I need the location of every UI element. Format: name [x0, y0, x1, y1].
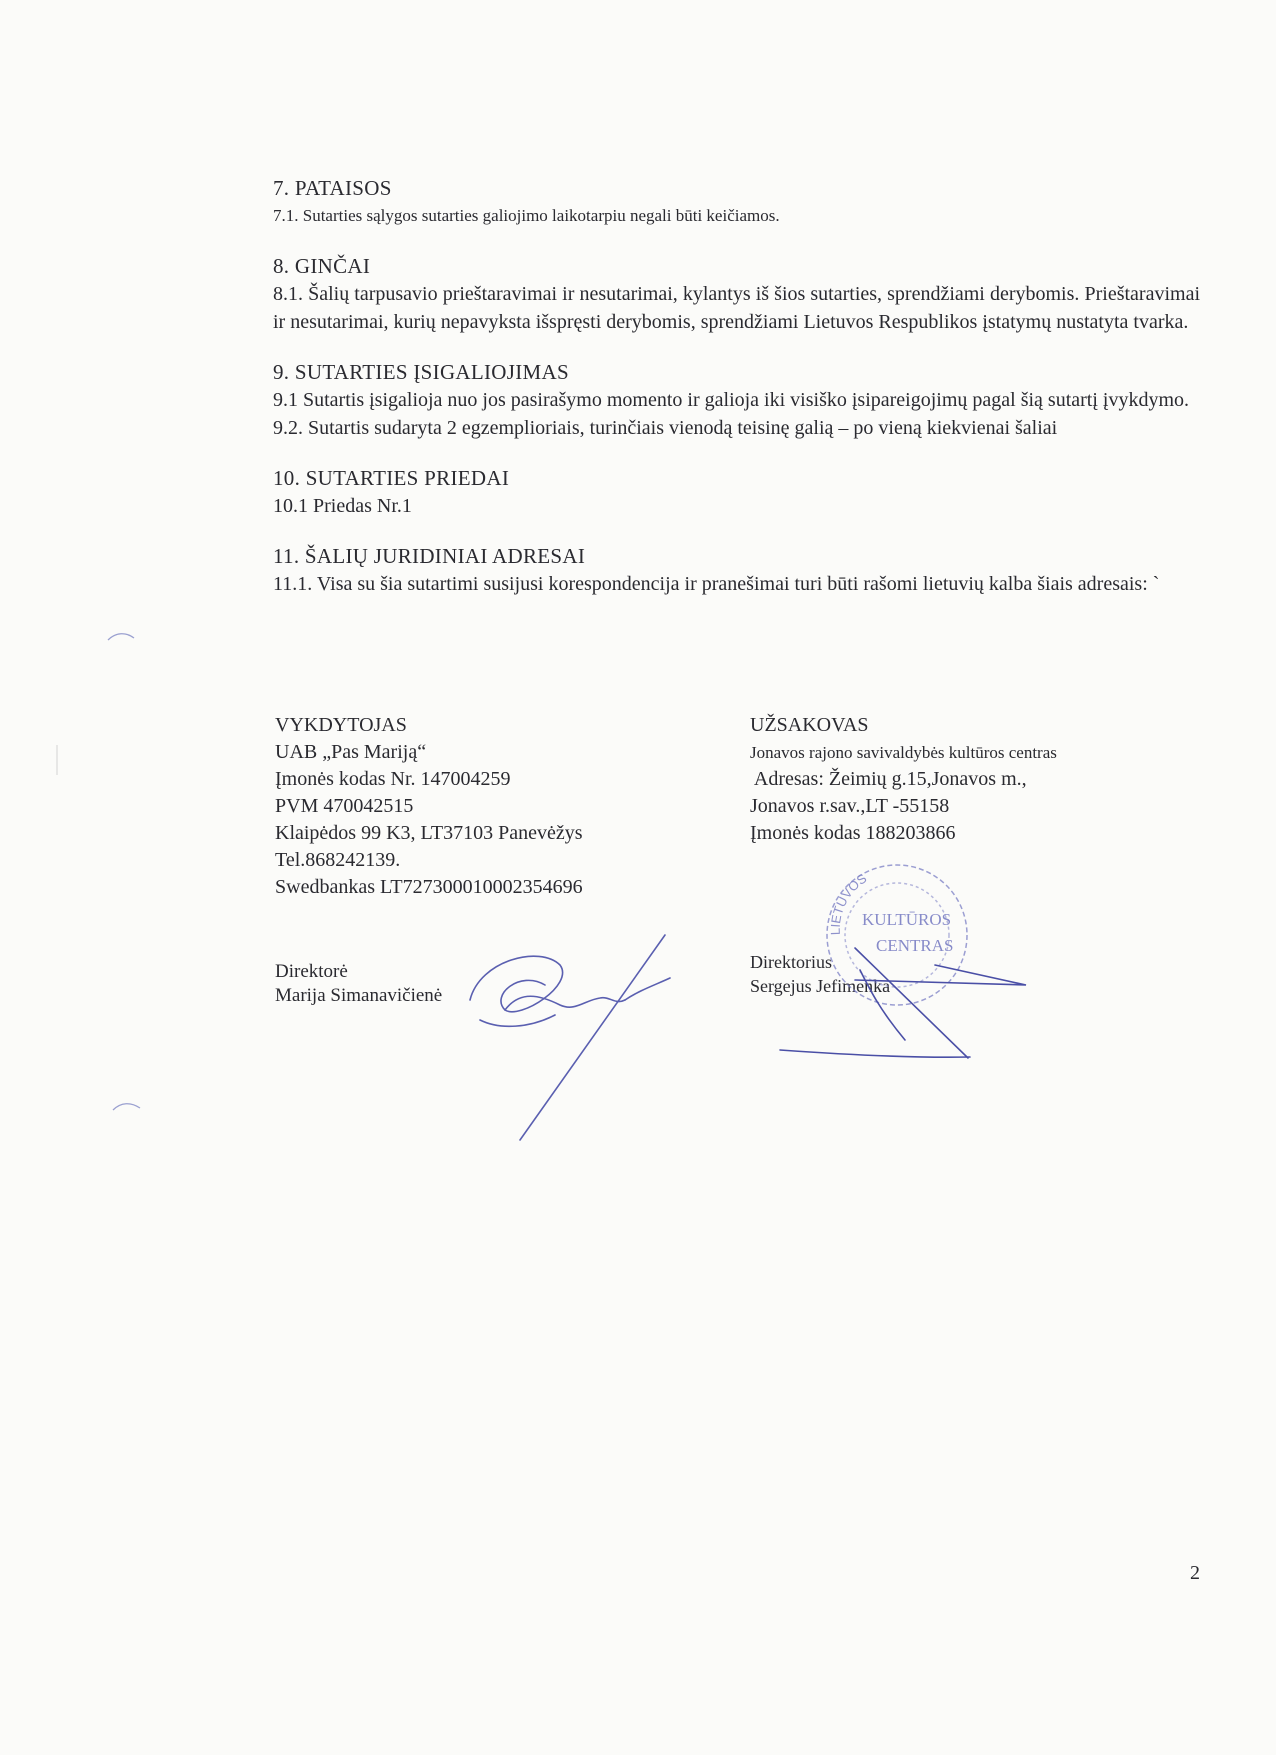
clause-8-1: 8.1. Šalių tarpusavio prieštaravimai ir nesutarimai, kylantys iš šios sutarties, sprendžiami derybomis. Prieštaravimai ir nesutarimai, kurių nepavyksta išspręsti derybomis, sprendžiami Lietuvos Respublikos įstatymų nustatyta tvarka. [273, 283, 1200, 333]
executor-vat: PVM 470042515 [275, 795, 414, 817]
section-heading: 10. SUTARTIES PRIEDAI [273, 466, 510, 490]
clause-9-2: 9.2. Sutartis sudaryta 2 egzemplioriais, turinčiais vienodą teisinę galią – po vieną kiekvienai šaliai [273, 417, 1058, 439]
contract-body [273, 174, 1200, 620]
executor-signer-title: Direktorė [275, 961, 348, 982]
stamp-center-line1: KULTŪROS [862, 910, 952, 929]
clause-7-1: 7.1. Sutarties sąlygos sutarties galiojimo laikotarpiu negali būti keičiamos. [273, 206, 780, 225]
executor-signer-name: Marija Simanavičienė [275, 985, 443, 1006]
stamp-center-line2: CENTRAS [876, 936, 954, 955]
executor-signature-block [275, 960, 442, 1008]
section-heading: 9. SUTARTIES ĮSIGALIOJIMAS [273, 360, 569, 384]
customer-company-code: Įmonės kodas 188203866 [750, 822, 956, 844]
executor-company: UAB „Pas Mariją“ [275, 741, 427, 763]
executor-details [275, 712, 583, 901]
customer-address-line1: Adresas: Žeimių g.15,Jonavos m., [750, 768, 1027, 790]
executor-role: VYKDYTOJAS [275, 714, 407, 736]
clause-9-1: 9.1 Sutartis įsigalioja nuo jos pasirašymo momento ir galioja iki visiško įsipareigojimų pagal šią sutartį įvykdymo. [273, 389, 1190, 411]
customer-signer-name: Sergejus Jefimenka [750, 976, 891, 996]
stamp-arc-text: LIETUVOS [827, 870, 870, 936]
section-legal-addresses [273, 542, 1200, 598]
executor-company-code: Įmonės kodas Nr. 147004259 [275, 768, 511, 790]
customer-details [750, 712, 1057, 847]
section-heading: 8. GINČAI [273, 254, 371, 278]
section-annexes [273, 464, 1200, 520]
customer-signature-block [750, 950, 890, 998]
clause-11-1: 11.1. Visa su šia sutartimi susijusi korespondencija ir pranešimai turi būti rašomi lietuvių kalba šiais adresais: ` [273, 573, 1160, 595]
executor-bank: Swedbankas LT727300010002354696 [275, 876, 583, 898]
section-disputes [273, 252, 1200, 336]
page-number: 2 [1190, 1562, 1200, 1584]
customer-company: Jonavos rajono savivaldybės kultūros centras [750, 743, 1057, 762]
scan-marks [57, 634, 140, 1110]
executor-address: Klaipėdos 99 K3, LT37103 Panevėžys [275, 822, 583, 844]
clause-10-1: 10.1 Priedas Nr.1 [273, 495, 412, 517]
section-entry-into-force [273, 358, 1200, 442]
customer-signer-title: Direktorius [750, 952, 832, 972]
section-heading: 7. PATAISOS [273, 176, 392, 200]
section-amendments [273, 174, 1200, 230]
customer-role: UŽSAKOVAS [750, 714, 869, 736]
section-heading: 11. ŠALIŲ JURIDINIAI ADRESAI [273, 544, 586, 568]
customer-address-line2: Jonavos r.sav.,LT -55158 [750, 795, 950, 817]
executor-phone: Tel.868242139. [275, 849, 401, 871]
